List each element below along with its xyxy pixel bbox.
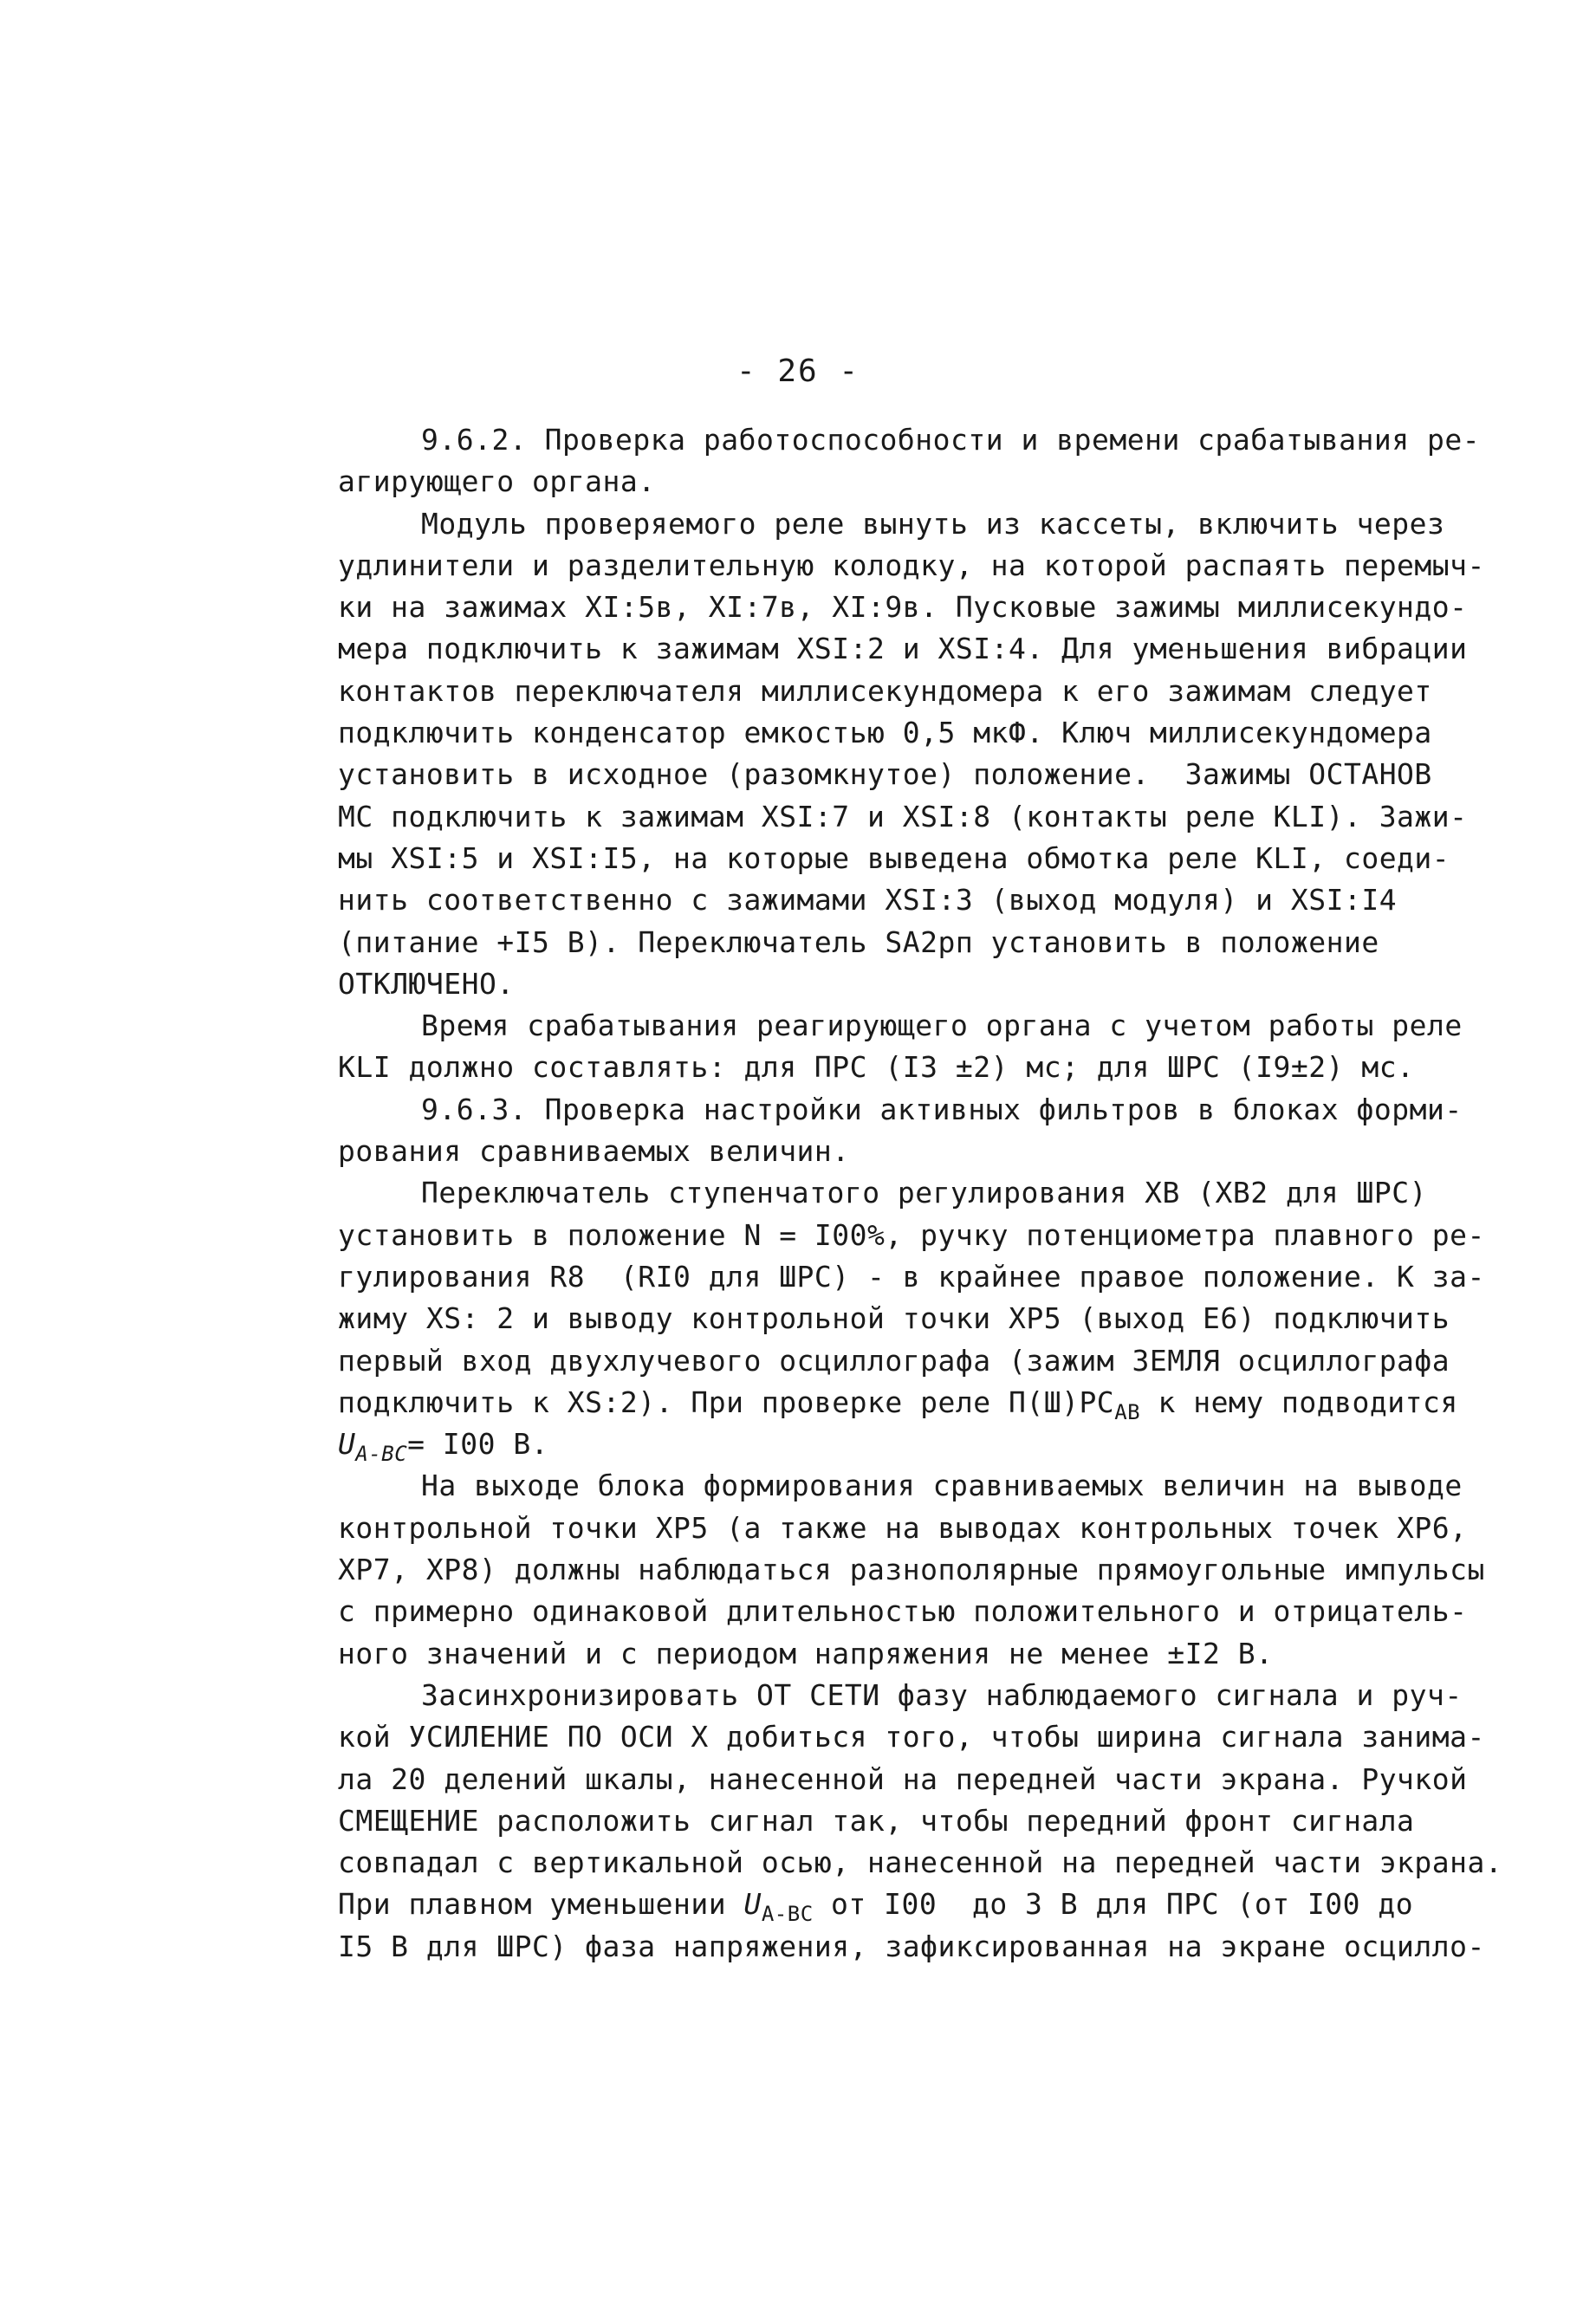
text-line: рования сравниваемых величин. xyxy=(338,1134,850,1169)
text-line: совпадал с вертикальной осью, нанесенной на передней части экрана. xyxy=(338,1845,1503,1880)
text-line: Переключатель ступенчатого регулирования ХВ (ХВ2 для ШРС) xyxy=(421,1176,1427,1210)
text-line: I5 В для ШРС) фаза напряжения, зафиксированная на экране осцилло- xyxy=(338,1929,1485,1963)
text-line: мера подключить к зажимам XSI:2 и XSI:4. Для уменьшения вибрации xyxy=(338,632,1468,666)
text-line-relay-voltage xyxy=(338,1382,1456,1424)
text-line: агирующего органа. xyxy=(338,464,656,499)
page-number: - 26 - xyxy=(736,353,860,389)
text-line: жиму XS: 2 и выводу контрольной точки ХР5 (выход Е6) подключить xyxy=(338,1301,1450,1336)
text-line: с примерно одинаковой длительностью положительного и отрицатель- xyxy=(338,1594,1468,1629)
text-line: ОТКЛЮЧЕНО. xyxy=(338,966,515,1001)
text-line-voltage-value xyxy=(338,1424,1456,1465)
body-text xyxy=(338,419,1503,1968)
text-line: контрольной точки ХР5 (а также на выводах контрольных точек ХР6, xyxy=(338,1510,1468,1545)
text-line: первый вход двухлучевого осциллографа (зажим ЗЕМЛЯ осциллографа xyxy=(338,1343,1450,1378)
text-line: кой УСИЛЕНИЕ ПО ОСИ Х добиться того, чтобы ширина сигнала занима- xyxy=(338,1720,1485,1754)
subscript-ab: AB xyxy=(1114,1399,1141,1424)
section-heading-9-6-3: 9.6.3. Проверка настройки активных фильтров в блоках форми- xyxy=(421,1092,1463,1126)
text-fragment: к нему подводится xyxy=(1140,1385,1458,1419)
text-line: мы XSI:5 и XSI:I5, на которые выведена обмотка реле KLI, соеди- xyxy=(338,840,1450,875)
text-line: МС подключить к зажимам XSI:7 и XSI:8 (контакты реле KLI). Зажи- xyxy=(338,799,1468,833)
text-fragment: = I00 В. xyxy=(407,1427,549,1462)
text-line-smooth-decrease xyxy=(338,1884,1456,1925)
text-line: ХР7, ХР8) должны наблюдаться разнополярные прямоугольные импульсы xyxy=(338,1553,1485,1587)
text-line: ла 20 делений шкалы, нанесенной на передней части экрана. Ручкой xyxy=(338,1761,1468,1796)
text-fragment: подключить к XS:2). При проверке реле П(Ш)РС xyxy=(338,1385,1115,1419)
subscript-a-bc: A-BC xyxy=(761,1902,814,1927)
text-line: нить соответственно с зажимами XSI:3 (выход модуля) и XSI:I4 xyxy=(338,883,1398,918)
subscript-a-bc: A-BC xyxy=(355,1442,408,1467)
text-line: Время срабатывания реагирующего органа с учетом работы реле xyxy=(421,1009,1463,1043)
text-line: ки на зажимах XI:5в, XI:7в, XI:9в. Пусковые зажимы миллисекундо- xyxy=(338,590,1468,625)
voltage-symbol: U xyxy=(338,1427,356,1462)
text-line: установить в положение N = I00%, ручку потенциометра плавного ре- xyxy=(338,1217,1485,1252)
text-line: подключить конденсатор емкостью 0,5 мкФ. Ключ миллисекундомера xyxy=(338,716,1432,750)
text-line: контактов переключателя миллисекундомера к его зажимам следует xyxy=(338,673,1432,708)
text-line: удлинители и разделительную колодку, на которой распаять перемыч- xyxy=(338,548,1485,582)
text-line: гулирования R8 (RI0 для ШРС) - в крайнее правое положение. К за- xyxy=(338,1259,1485,1294)
text-line: СМЕЩЕНИЕ расположить сигнал так, чтобы передний фронт сигнала xyxy=(338,1803,1415,1838)
text-fragment: При плавном уменьшении xyxy=(338,1887,744,1922)
text-line: KLI должно составлять: для ПРС (I3 ±2) мс; для ШРС (I9±2) мс. xyxy=(338,1050,1415,1085)
section-heading-9-6-2: 9.6.2. Проверка работоспособности и времени срабатывания ре- xyxy=(421,423,1481,457)
text-line: (питание +I5 В). Переключатель SA2рп установить в положение xyxy=(338,924,1379,959)
text-line: ного значений и с периодом напряжения не менее ±I2 В. xyxy=(338,1636,1274,1670)
text-line: установить в исходное (разомкнутое) положение. Зажимы ОСТАНОВ xyxy=(338,757,1432,792)
text-fragment: от I00 до 3 В для ПРС (от I00 до xyxy=(813,1887,1414,1922)
voltage-symbol: U xyxy=(743,1887,762,1922)
text-line: Засинхронизировать ОТ СЕТИ фазу наблюдаемого сигнала и руч- xyxy=(421,1677,1463,1712)
text-line: Модуль проверяемого реле вынуть из кассеты, включить через xyxy=(421,506,1445,541)
text-line: На выходе блока формирования сравниваемых величин на выводе xyxy=(421,1469,1463,1503)
